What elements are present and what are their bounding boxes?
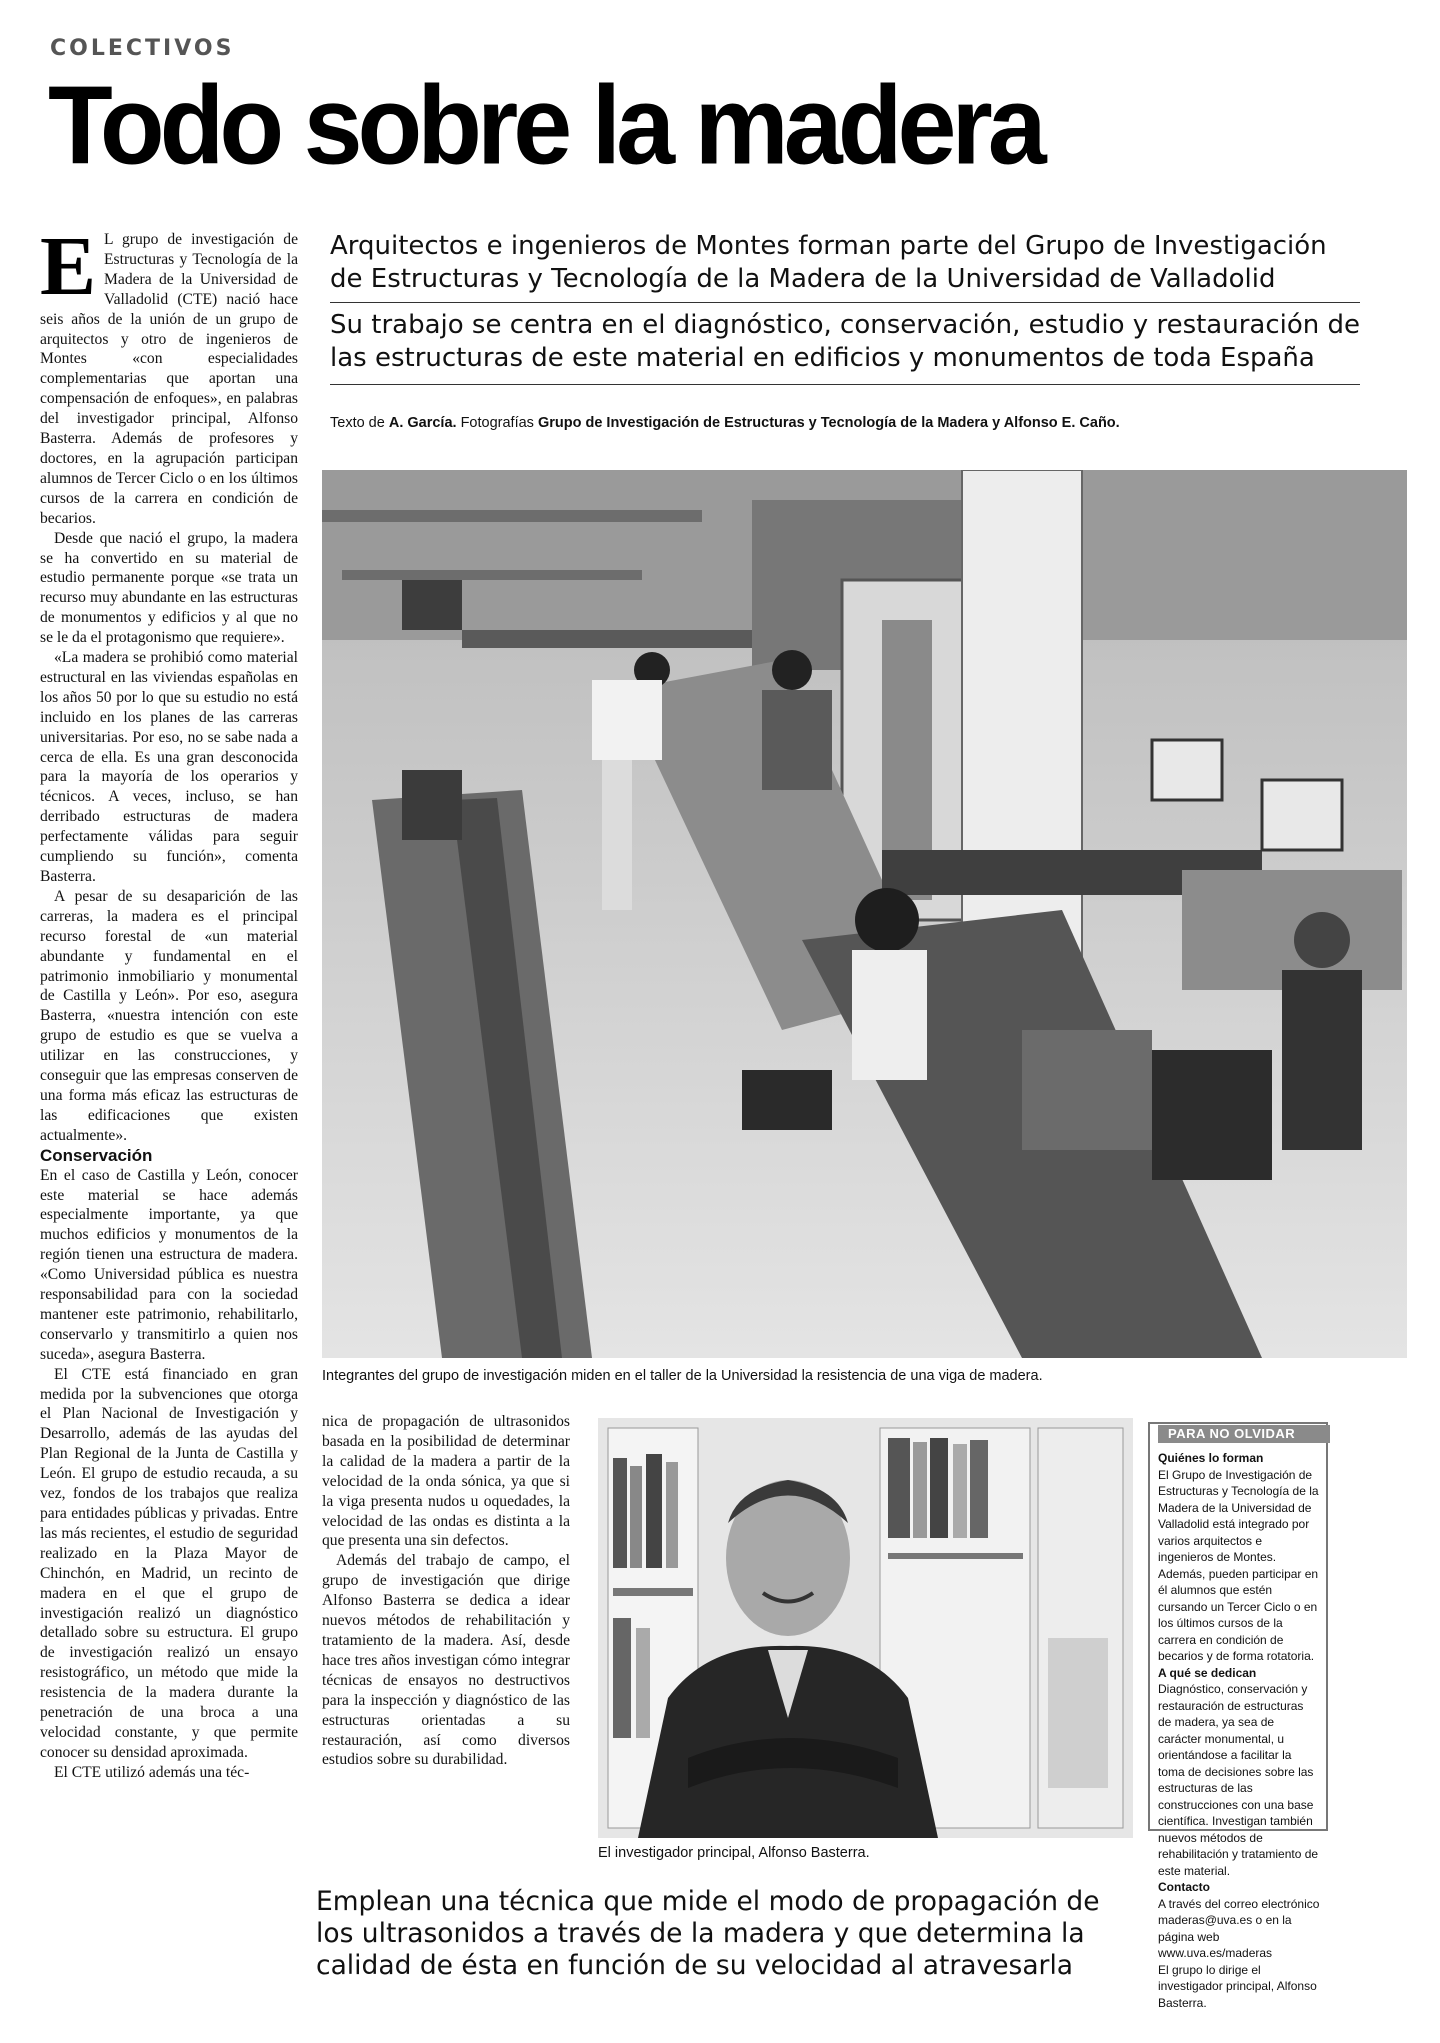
sidebar-heading-members: Quiénes lo forman xyxy=(1158,1451,1264,1465)
sidebar-heading-activity: A qué se dedican xyxy=(1158,1665,1257,1680)
sidebar-heading-contact: Contacto xyxy=(1158,1880,1210,1894)
sidebar-text-contact: A través del correo electrónico maderas@uva.es o en la página web www.uva.es/maderas xyxy=(1158,1896,1320,1960)
sidebar-text-activity: Diagnóstico, conservación y restauración de estructuras de madera, ya sea de carácter monumental, u orientándose a facilitar la toma de decisiones sobre las estructuras de las construcciones con una base científica. Investigan también nuevos métodos de rehabilitación y tratamiento de este material. xyxy=(1158,1682,1319,1878)
deck-primary: Arquitectos e ingenieros de Montes forman parte del Grupo de Investigación de Estructuras y Tecnología de la Madera de la Universidad de Valladolid xyxy=(330,231,1327,294)
section-subhead: Conservación xyxy=(40,1145,153,1165)
main-photo xyxy=(322,470,1407,1358)
body-paragraph: El CTE está financiado en gran medida por la subvenciones que otorga el Plan Nacional de Investigación y Desarrollo, además de las ayudas del Plan Regional de la Junta de Castilla y León. El grupo de estudio recauda, a su vez, fondos de los trabajos que realiza para entidades públicas y privadas. Entre las más recientes, el estudio de seguridad realizado en la Plaza Mayor de Chinchón, en Madrid, un recinto de madera en el que el grupo de investigación realizó un diagnóstico detallado sobre su estructura. El grupo de investigación realizó un ensayo resistográfico, un método que mide la resistencia de la madera durante la penetración de una broca a una velocidad constante, y que permite conocer su densidad aproximada. xyxy=(40,1365,298,1761)
credit-photographers: Grupo de Investigación de Estructuras y Tecnología de la Madera y Alfonso E. Caño. xyxy=(537,415,1120,431)
sidebar-title: PARA NO OLVIDAR xyxy=(1158,1425,1330,1443)
body-paragraph: A pesar de su desaparición de las carreras, la madera es el principal recurso forestal de «un material abundante y fundamental en el patrimonio inmobiliario y monumental de Castilla y León». Por eso, asegura Basterra, «nuestra intención con este grupo de estudio es que se vuelva a utilizar en las construcciones, y conseguir que las empresas conserven de una forma más eficaz las estructuras de las edificaciones que existen actualmente». xyxy=(40,887,298,1144)
credit-text-prefix: Texto de xyxy=(330,415,389,431)
body-paragraph: Además del trabajo de campo, el grupo de investigación que dirige Alfonso Basterra se dedica a idear nuevos métodos de rehabilitación y tratamiento de la madera. Así, desde hace tres años investigan cómo integrar técnicas de ensayos no destructivos para la inspección y diagnóstico de las estructuras orientadas a su restauración, así como diversos estudios sobre su durabilidad. xyxy=(322,1552,570,1769)
workshop-photo-illustration xyxy=(322,470,1407,1358)
deck-divider xyxy=(330,302,1360,303)
sidebar-text-director: El grupo lo dirige el investigador principal, Alfonso Basterra. xyxy=(1158,1962,1317,2010)
body-column-1 xyxy=(40,230,298,2040)
section-label: COLECTIVOS xyxy=(50,36,235,61)
body-paragraph: nica de propagación de ultrasonidos basada en la posibilidad de determinar la calidad de la madera a partir de la velocidad de la onda sónica, ya que si la viga presenta nudos u oquedades, la velocidad de las ondas es distinta a la que presenta una sin defectos. xyxy=(322,1413,570,1550)
body-paragraph: Desde que nació el grupo, la madera se ha convertido en su material de estudio permanente porque «se trata un recurso muy abundante en las estructuras de monumentos y edificios y al que no se le da el protagonismo que requiere». xyxy=(40,529,298,647)
portrait-caption: El investigador principal, Alfonso Basterra. xyxy=(598,1845,870,1861)
portrait-illustration xyxy=(598,1418,1133,1838)
main-photo-caption: Integrantes del grupo de investigación miden en el taller de la Universidad la resistencia de una viga de madera. xyxy=(322,1368,1043,1384)
body-paragraph: «La madera se prohibió como material estructural en las viviendas españolas en los años 50 por lo que su estudio no está incluido en los planes de las carreras universitarias. Por eso, no se sabe nada a cerca de ella. Es una gran desconocida para la mayoría de los operarios y técnicos. A veces, incluso, se han derribado estructuras de madera perfectamente válidas para seguir cumpliendo su función», comenta Basterra. xyxy=(40,649,298,885)
body-column-2 xyxy=(322,1412,570,1837)
deck-divider-2 xyxy=(330,384,1360,385)
sidebar-content xyxy=(1158,1450,1320,2011)
credit-author: A. García. xyxy=(388,415,457,431)
headline: Todo sobre la madera xyxy=(48,63,1042,188)
credit-photo-prefix: Fotografías xyxy=(456,415,538,431)
body-paragraph: E L grupo de investigación de Estructuras y Tecnología de la Madera de la Universidad de Valladolid (CTE) nació hace seis años de la unión de un grupo de arquitectos y otro de ingenieros de Montes «con especialidades complementarias que aportan una compensación de enfoques», en palabras del investigador principal, Alfonso Basterra. Además de profesores y doctores, en la agrupación participan alumnos de Tercer Ciclo o en los últimos cursos de la carrera en condición de becarios. xyxy=(40,230,298,527)
body-paragraph: En el caso de Castilla y León, conocer este material se hace además especialmente importante, ya que muchos edificios y monumentos de la región tienen una estructura de madera. «Como Universidad pública es nuestra responsabilidad para con la sociedad mantener este patrimonio, rehabilitarlo, conservarlo y transmitirlo a quien nos suceda», asegura Basterra. xyxy=(40,1166,298,1363)
portrait-photo xyxy=(598,1418,1133,1838)
dropcap: E xyxy=(40,230,97,313)
body-paragraph: El CTE utilizó además una téc- xyxy=(54,1763,250,1781)
credit-line xyxy=(330,415,1120,431)
sidebar-text-members: El Grupo de Investigación de Estructuras y Tecnología de la Madera de la Universidad de Valladolid está integrado por varios arquitectos e ingenieros de Montes. Además, pueden participar en él alumnos que estén cursando un Tercer Ciclo o en los últimos cursos de la carrera en condición de becarios y de forma rotatoria. xyxy=(1158,1467,1319,1663)
deck-secondary: Su trabajo se centra en el diagnóstico, conservación, estudio y restauración de las estructuras de este material en edificios y monumentos de toda España xyxy=(330,310,1361,373)
pull-quote: Emplean una técnica que mide el modo de propagación de los ultrasonidos a través de la madera y que determina la calidad de ésta en función de su velocidad al atravesarla xyxy=(316,1886,1100,1981)
